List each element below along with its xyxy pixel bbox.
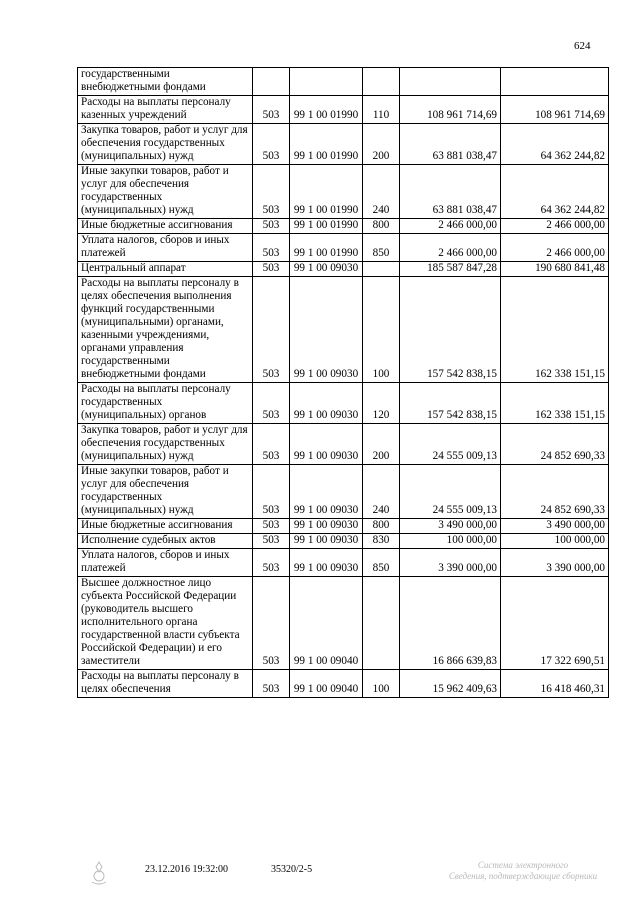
row-amount-2017: 24 555 009,13 [400,424,501,465]
row-name: Расходы на выплаты персоналу государственных (муниципальных) органов [78,383,253,424]
footer-note [448,860,598,882]
row-amount-2018: 2 466 000,00 [501,219,609,234]
row-expense-type: 200 [363,424,400,465]
table-row [78,465,609,519]
row-expense-type: 240 [363,165,400,219]
table-row [78,519,609,534]
row-expense-type: 850 [363,549,400,577]
row-expense-type [363,262,400,277]
row-amount-2018: 17 322 690,51 [501,577,609,670]
row-code: 503 [253,465,290,519]
row-amount-2018: 108 961 714,69 [501,96,609,124]
footer-note-line-2: Сведения, подтверждающие сборники [448,871,598,881]
row-amount-2018: 24 852 690,33 [501,424,609,465]
row-name: Расходы на выплаты персоналу казенных учреждений [78,96,253,124]
row-name: государственными внебюджетными фондами [78,68,253,96]
row-article: 99 1 00 09030 [290,277,363,383]
row-amount-2017: 3 390 000,00 [400,549,501,577]
row-amount-2017: 157 542 838,15 [400,383,501,424]
row-article: 99 1 00 01990 [290,234,363,262]
row-amount-2017: 157 542 838,15 [400,277,501,383]
row-amount-2018: 190 680 841,48 [501,262,609,277]
row-article: 99 1 00 09030 [290,424,363,465]
row-code: 503 [253,96,290,124]
table-row [78,124,609,165]
row-article: 99 1 00 09030 [290,534,363,549]
row-expense-type: 110 [363,96,400,124]
table-row [78,424,609,465]
row-amount-2017 [400,68,501,96]
row-article [290,68,363,96]
table-row [78,577,609,670]
row-amount-2017: 63 881 038,47 [400,124,501,165]
table-row [78,262,609,277]
row-code: 503 [253,277,290,383]
row-expense-type: 100 [363,670,400,698]
table-row [78,96,609,124]
row-expense-type: 800 [363,519,400,534]
row-name: Уплата налогов, сборов и иных платежей [78,549,253,577]
row-name: Иные закупки товаров, работ и услуг для обеспечения государственных (муниципальных) нужд [78,465,253,519]
row-expense-type: 100 [363,277,400,383]
row-name: Иные бюджетные ассигнования [78,519,253,534]
table-row [78,219,609,234]
row-code [253,68,290,96]
row-amount-2018: 162 338 151,15 [501,277,609,383]
row-code: 503 [253,519,290,534]
row-name: Иные бюджетные ассигнования [78,219,253,234]
row-code: 503 [253,234,290,262]
table-row [78,670,609,698]
row-name: Высшее должностное лицо субъекта Российской Федерации (руководитель высшего исполнительного органа государственной власти субъекта Российской Федерации) и его заместители [78,577,253,670]
row-amount-2017: 100 000,00 [400,534,501,549]
page-footer [0,858,640,898]
row-amount-2017: 24 555 009,13 [400,465,501,519]
page-number: 624 [574,40,591,52]
row-article: 99 1 00 01990 [290,219,363,234]
table-row [78,68,609,96]
row-amount-2017: 108 961 714,69 [400,96,501,124]
row-name: Уплата налогов, сборов и иных платежей [78,234,253,262]
row-code: 503 [253,577,290,670]
row-name: Расходы на выплаты персоналу в целях обеспечения [78,670,253,698]
row-amount-2017: 2 466 000,00 [400,219,501,234]
table-row [78,549,609,577]
footer-note-line-1: Система электронного [477,860,569,870]
row-article: 99 1 00 09030 [290,383,363,424]
row-code: 503 [253,219,290,234]
row-amount-2018: 3 490 000,00 [501,519,609,534]
row-amount-2017: 63 881 038,47 [400,165,501,219]
row-name: Расходы на выплаты персоналу в целях обеспечения выполнения функций государственными (муниципальными) органами, казенными учреждениями, органами управления государственными внебюджетными фондами [78,277,253,383]
row-name: Исполнение судебных актов [78,534,253,549]
row-expense-type: 200 [363,124,400,165]
row-code: 503 [253,124,290,165]
row-article: 99 1 00 01990 [290,96,363,124]
row-name: Закупка товаров, работ и услуг для обеспечения государственных (муниципальных) нужд [78,124,253,165]
row-code: 503 [253,549,290,577]
row-amount-2017: 2 466 000,00 [400,234,501,262]
table-row [78,534,609,549]
row-code: 503 [253,383,290,424]
row-name: Закупка товаров, работ и услуг для обеспечения государственных (муниципальных) нужд [78,424,253,465]
row-article: 99 1 00 09040 [290,577,363,670]
row-expense-type [363,68,400,96]
row-code: 503 [253,424,290,465]
row-article: 99 1 00 09030 [290,549,363,577]
row-amount-2018: 162 338 151,15 [501,383,609,424]
row-article: 99 1 00 09030 [290,519,363,534]
row-code: 503 [253,262,290,277]
emblem-icon [88,860,110,888]
row-article: 99 1 00 09030 [290,465,363,519]
row-article: 99 1 00 01990 [290,165,363,219]
table-row [78,165,609,219]
row-expense-type [363,577,400,670]
row-code: 503 [253,165,290,219]
row-article: 99 1 00 01990 [290,124,363,165]
row-amount-2018: 100 000,00 [501,534,609,549]
row-expense-type: 120 [363,383,400,424]
row-amount-2018: 24 852 690,33 [501,465,609,519]
table-row [78,277,609,383]
row-expense-type: 830 [363,534,400,549]
row-amount-2017: 3 490 000,00 [400,519,501,534]
table-row [78,234,609,262]
row-expense-type: 800 [363,219,400,234]
budget-table [77,67,609,698]
row-amount-2018: 64 362 244,82 [501,124,609,165]
footer-date: 23.12.2016 19:32:00 [145,864,229,875]
row-amount-2018 [501,68,609,96]
row-expense-type: 240 [363,465,400,519]
row-amount-2017: 16 866 639,83 [400,577,501,670]
row-amount-2018: 16 418 460,31 [501,670,609,698]
row-amount-2018: 2 466 000,00 [501,234,609,262]
row-expense-type: 850 [363,234,400,262]
row-amount-2017: 185 587 847,28 [400,262,501,277]
row-code: 503 [253,534,290,549]
row-name: Иные закупки товаров, работ и услуг для обеспечения государственных (муниципальных) нужд [78,165,253,219]
row-name: Центральный аппарат [78,262,253,277]
row-article: 99 1 00 09040 [290,670,363,698]
table-row [78,383,609,424]
row-amount-2018: 64 362 244,82 [501,165,609,219]
row-article: 99 1 00 09030 [290,262,363,277]
row-code: 503 [253,670,290,698]
footer-doc-id: 35320/2-5 [271,864,313,875]
row-amount-2017: 15 962 409,63 [400,670,501,698]
row-amount-2018: 3 390 000,00 [501,549,609,577]
